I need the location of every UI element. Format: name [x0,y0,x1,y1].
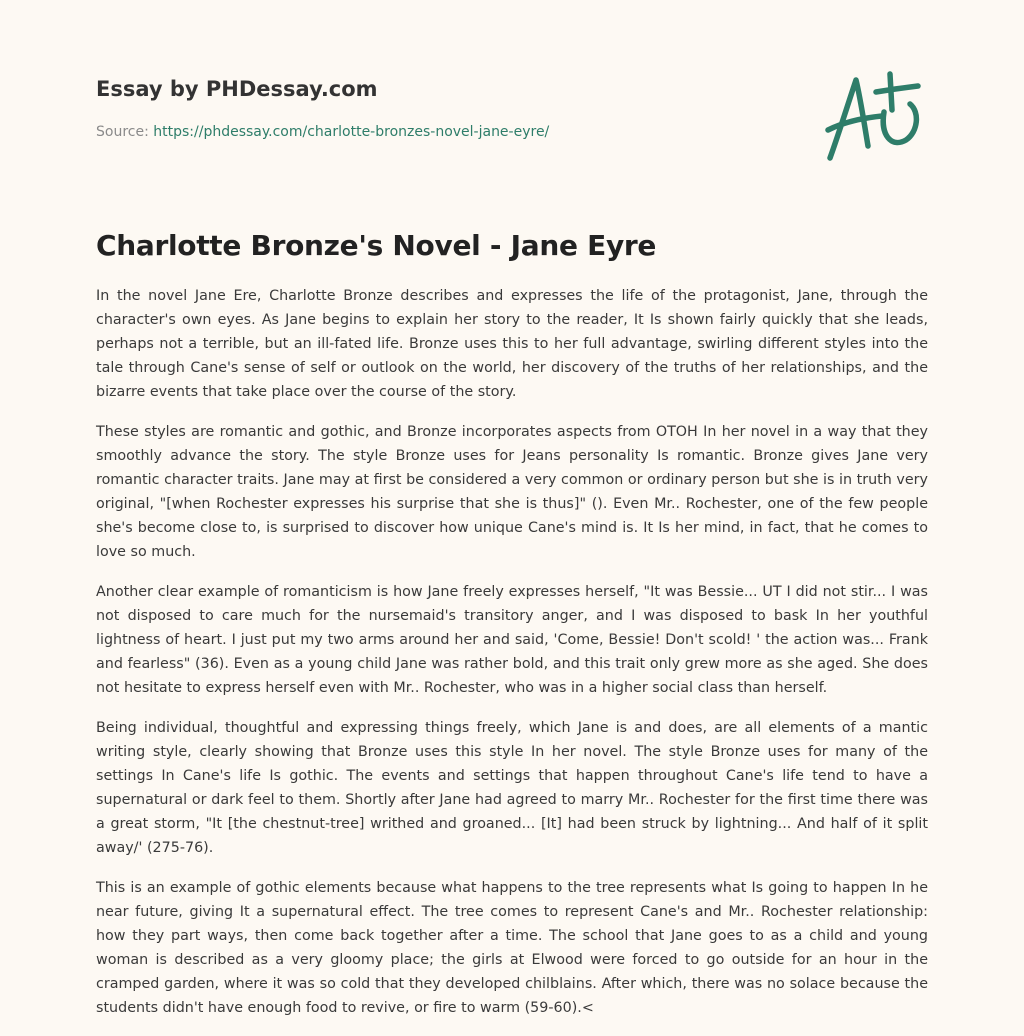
site-brand: Essay by PHDessay.com [96,77,378,101]
page-header [96,74,928,174]
source-label: Source: [96,124,149,140]
essay-title: Charlotte Bronze's Novel - Jane Eyre [96,229,657,262]
essay-body [96,284,928,1036]
a-plus-logo-icon [822,66,928,164]
source-link[interactable]: https://phdessay.com/charlotte-bronzes-novel-jane-eyre/ [153,124,550,140]
essay-paragraph: In the novel Jane Ere, Charlotte Bronze describes and expresses the life of the protagonist, Jane, through the character's own eyes. As Jane begins to explain her story to the reader, It Is shown fairly quickly that she leads, perhaps not a terrible, but an ill-fated life. Bronze uses this to her full advantage, swirling different styles into the tale through Cane's sense of self or outlook on the world, her discovery of the truths of her relationships, and the bizarre events that take place over the course of the story. [96,288,928,400]
essay-paragraph: This is an example of gothic elements because what happens to the tree represents what Is going to happen In he near future, giving It a supernatural effect. The tree comes to represent Cane's and Mr.. Rochester relationship: how they part ways, then come back together after a time. The school that Jane goes to as a child and young woman is described as a very gloomy place; the girls at Elwood were forced to go outside for an hour in the cramped garden, where it was so cold that they developed chilblains. After which, there was no solace because the students didn't have enough food to revive, or fire to warm (59-60).< [96,880,928,1016]
essay-paragraph: These styles are romantic and gothic, and Bronze incorporates aspects from OTOH In her novel in a way that they smoothly advance the story. The style Bronze uses for Jeans personality Is romantic. Bronze gives Jane very romantic character traits. Jane may at first be considered a very common or ordinary person but she is in truth very original, "[when Rochester expresses his surprise that she is thus]" (). Even Mr.. Rochester, one of the few people she's become close to, is surprised to discover how unique Cane's mind is. It Is her mind, in fact, that he comes to love so much. [96,424,928,560]
essay-paragraph: Another clear example of romanticism is how Jane freely expresses herself, "It was Bessie... UT I did not stir... I was not disposed to care much for the nursemaid's transitory anger, and I was disposed to bask In her youthful lightness of heart. I just put my two arms around her and said, 'Come, Bessie! Don't scold! ' the action was... Frank and fearless" (36). Even as a young child Jane was rather bold, and this trait only grew more as she aged. She does not hesitate to express herself even with Mr.. Rochester, who was in a higher social class than herself. [96,584,928,696]
essay-paragraph: Being individual, thoughtful and expressing things freely, which Jane is and does, are all elements of a mantic writing style, clearly showing that Bronze uses this style In her novel. The style Bronze uses for many of the settings In Cane's life Is gothic. The events and settings that happen throughout Cane's life tend to have a supernatural or dark feel to them. Shortly after Jane had agreed to marry Mr.. Rochester for the first time there was a great storm, "It [the chestnut-tree] writhed and groaned... [It] had been struck by lightning... And half of it split away/' (275-76). [96,720,928,856]
source-line [96,122,549,142]
